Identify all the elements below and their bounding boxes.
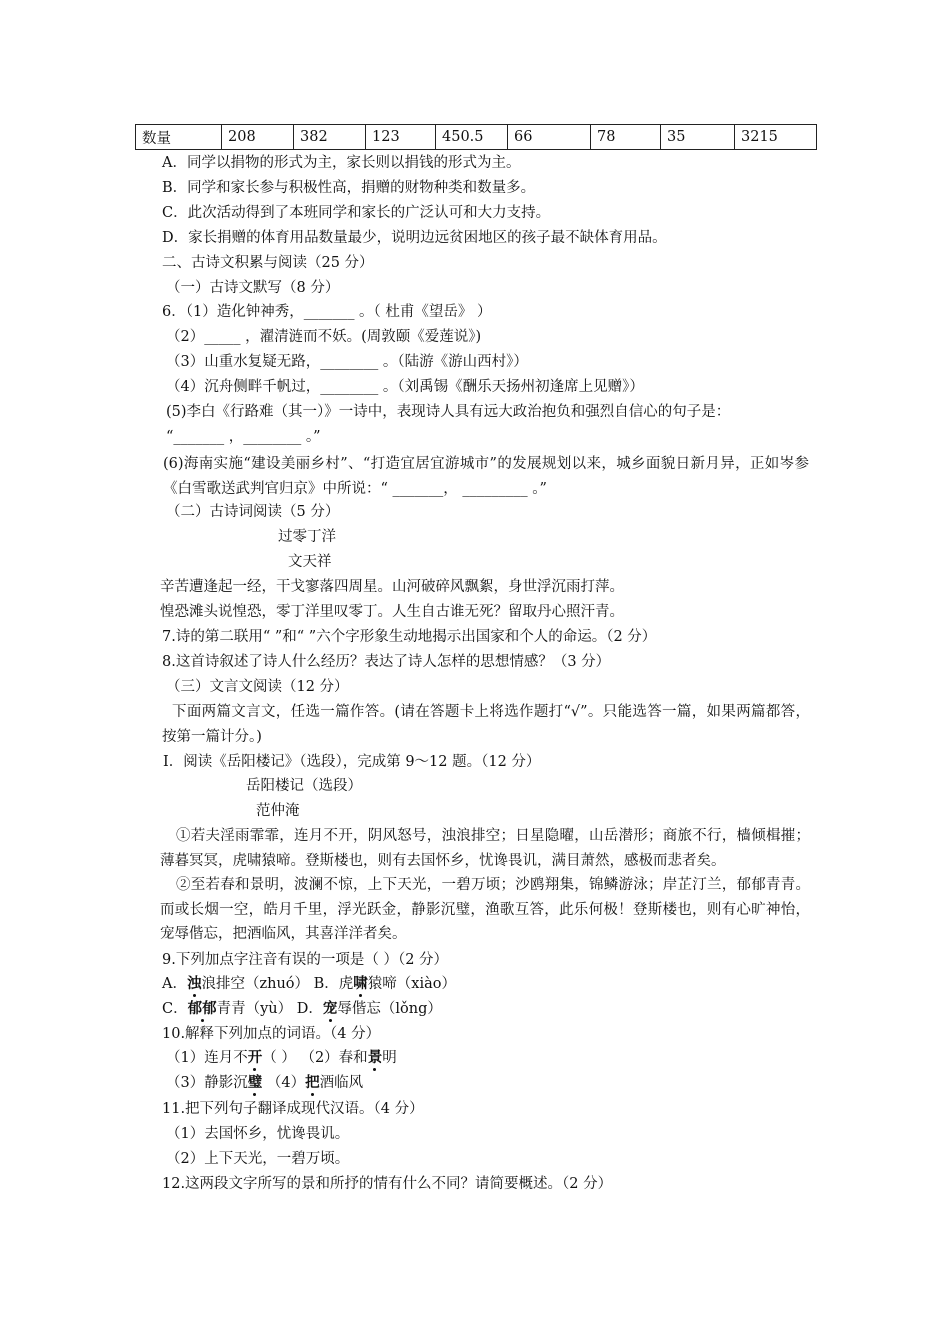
q9-options-ab xyxy=(162,974,456,994)
table-cell: 66 xyxy=(508,125,591,150)
q6-part5: (5)李白《行路难（其一）》一诗中，表现诗人具有远大政治抱负和强烈自信心的句子是： xyxy=(166,404,731,420)
table-cell: 3215 xyxy=(735,125,817,150)
q5-option-a: A．同学以捐物的形式为主，家长则以捐钱的形式为主。 xyxy=(162,155,521,171)
essay-author: 范仲淹 xyxy=(256,803,300,819)
dotted-char: 璧 xyxy=(247,1074,263,1091)
essay-paragraph: ②至若春和景明，波澜不惊，上下天光，一碧万顷；沙鸥翔集，锦鳞游泳；岸芷汀兰，郁郁青青。而或长烟一空，皓月千里，浮光跃金，静影沉璧，渔歌互答，此乐何极！登斯楼也，则有心旷神怡，宠辱偕忘，把酒临风，其喜洋洋者矣。 xyxy=(160,877,810,942)
q10-row xyxy=(166,1073,363,1093)
dotted-char: 浊 xyxy=(186,975,202,992)
question-8: 8.这首诗叙述了诗人什么经历？表达了诗人怎样的思想情感？（3 分） xyxy=(162,654,611,670)
dotted-char: 景 xyxy=(367,1049,383,1066)
part-heading: Ⅰ．阅读《岳阳楼记》（选段），完成第 9～12 题。（12 分） xyxy=(163,754,541,770)
poem-author: 文天祥 xyxy=(288,554,332,570)
essay-title: 岳阳楼记（选段） xyxy=(246,778,362,794)
table-cell: 450.5 xyxy=(436,125,508,150)
option-text: C． xyxy=(162,1001,188,1017)
q5-option-c: C．此次活动得到了本班同学和家长的广泛认可和大力支持。 xyxy=(162,205,551,221)
q6-part5-blanks: “_______ ，________ 。” xyxy=(166,429,321,445)
item-text: （1）连月不 xyxy=(166,1050,248,1066)
q6-part1: 6．（1）造化钟神秀，_______ 。（ 杜甫《望岳》 ） xyxy=(162,304,492,320)
dotted-char: 啸 xyxy=(353,975,368,992)
subsection-heading: （二）古诗词阅读（5 分） xyxy=(166,504,340,520)
poem-line: 惶恐滩头说惶恐，零丁洋里叹零丁。人生自古谁无死？留取丹心照汗青。 xyxy=(160,604,624,620)
poem-title: 过零丁洋 xyxy=(278,529,336,545)
table-row xyxy=(136,125,817,150)
item-text: 明 xyxy=(382,1050,397,1066)
table-cell: 35 xyxy=(661,125,735,150)
subsection-heading: （三）文言文阅读（12 分） xyxy=(166,679,349,695)
item-text: （3）静影沉 xyxy=(166,1075,248,1091)
dotted-char: 开 xyxy=(247,1049,263,1066)
donation-table xyxy=(135,124,817,150)
q11-sentence: （1）去国怀乡，忧谗畏讥。 xyxy=(166,1126,350,1142)
option-text: 辱偕忘（lǒng） xyxy=(337,1001,442,1017)
table-cell: 78 xyxy=(591,125,661,150)
section-heading: 二、古诗文积累与阅读（25 分） xyxy=(162,255,374,271)
subsection-heading: （一）古诗文默写（8 分） xyxy=(166,280,340,296)
dotted-char: 把 xyxy=(305,1074,320,1091)
option-text: 青青（yù） D． xyxy=(216,1001,323,1017)
q6-part3: （3）山重水复疑无路，________ 。（陆游《游山西村》） xyxy=(166,354,528,370)
instruction: 下面两篇文言文，任选一篇作答。(请在答题卡上将选作题打“√”。只能选答一篇，如果两篇都答，按第一篇计分。) xyxy=(162,704,810,745)
question-10: 10.解释下列加点的词语。（4 分） xyxy=(162,1026,381,1042)
essay-paragraph: ①若夫淫雨霏霏，连月不开，阴风怒号，浊浪排空；日星隐曜，山岳潜形；商旅不行，樯倾楫摧；薄暮冥冥，虎啸猿啼。登斯楼也，则有去国怀乡，忧谗畏讥，满目萧然，感极而悲者矣。 xyxy=(160,828,810,869)
q5-option-b: B．同学和家长参与积极性高，捐赠的财物种类和数量多。 xyxy=(162,180,536,196)
dotted-char: 郁郁 xyxy=(187,1000,217,1017)
q10-row xyxy=(166,1048,397,1068)
table-cell: 123 xyxy=(366,125,436,150)
q9-options-cd xyxy=(162,999,442,1019)
q11-sentence: （2）上下天光，一碧万顷。 xyxy=(166,1151,350,1167)
dotted-char: 宠 xyxy=(322,1000,338,1017)
question-11: 11.把下列句子翻译成现代汉语。（4 分） xyxy=(162,1101,424,1117)
table-cell: 208 xyxy=(222,125,294,150)
question-12: 12.这两段文字所写的景和所抒的情有什么不同？请简要概述。（2 分） xyxy=(162,1176,613,1192)
option-text: 猿啼（xiào） xyxy=(367,976,456,992)
item-text: 酒临风 xyxy=(319,1075,364,1091)
item-text: （ ） （2）春和 xyxy=(262,1050,368,1066)
question-7: 7.诗的第二联用“ ”和“ ”六个字形象生动地揭示出国家和个人的命运。（2 分） xyxy=(162,629,657,645)
q6-part4: （4）沉舟侧畔千帆过，________ 。（刘禹锡《酬乐天扬州初逢席上见赠》） xyxy=(166,379,644,395)
question-9: 9.下列加点字注音有误的一项是（ ）（2 分） xyxy=(162,952,449,968)
table-cell: 382 xyxy=(294,125,366,150)
item-text: （4） xyxy=(262,1075,306,1091)
option-text: 浪排空（zhuó） B．虎 xyxy=(201,976,354,992)
poem-line: 辛苦遭逢起一经，干戈寥落四周星。山河破碎风飘絮，身世浮沉雨打萍。 xyxy=(160,579,624,595)
q6-part6: (6)海南实施“建设美丽乡村”、“打造宜居宜游城市”的发展规划以来，城乡面貌日新月异，正如岑参《白雪歌送武判官归京》中所说：“ _______， _________ 。” xyxy=(163,456,809,497)
q5-option-d: D．家长捐赠的体育用品数量最少，说明边远贫困地区的孩子最不缺体育用品。 xyxy=(162,230,667,246)
option-text: A． xyxy=(162,976,187,992)
q6-part2: （2）_____ ，濯清涟而不妖。(周敦颐《爱莲说》) xyxy=(166,329,482,345)
table-cell: 数量 xyxy=(136,125,222,150)
